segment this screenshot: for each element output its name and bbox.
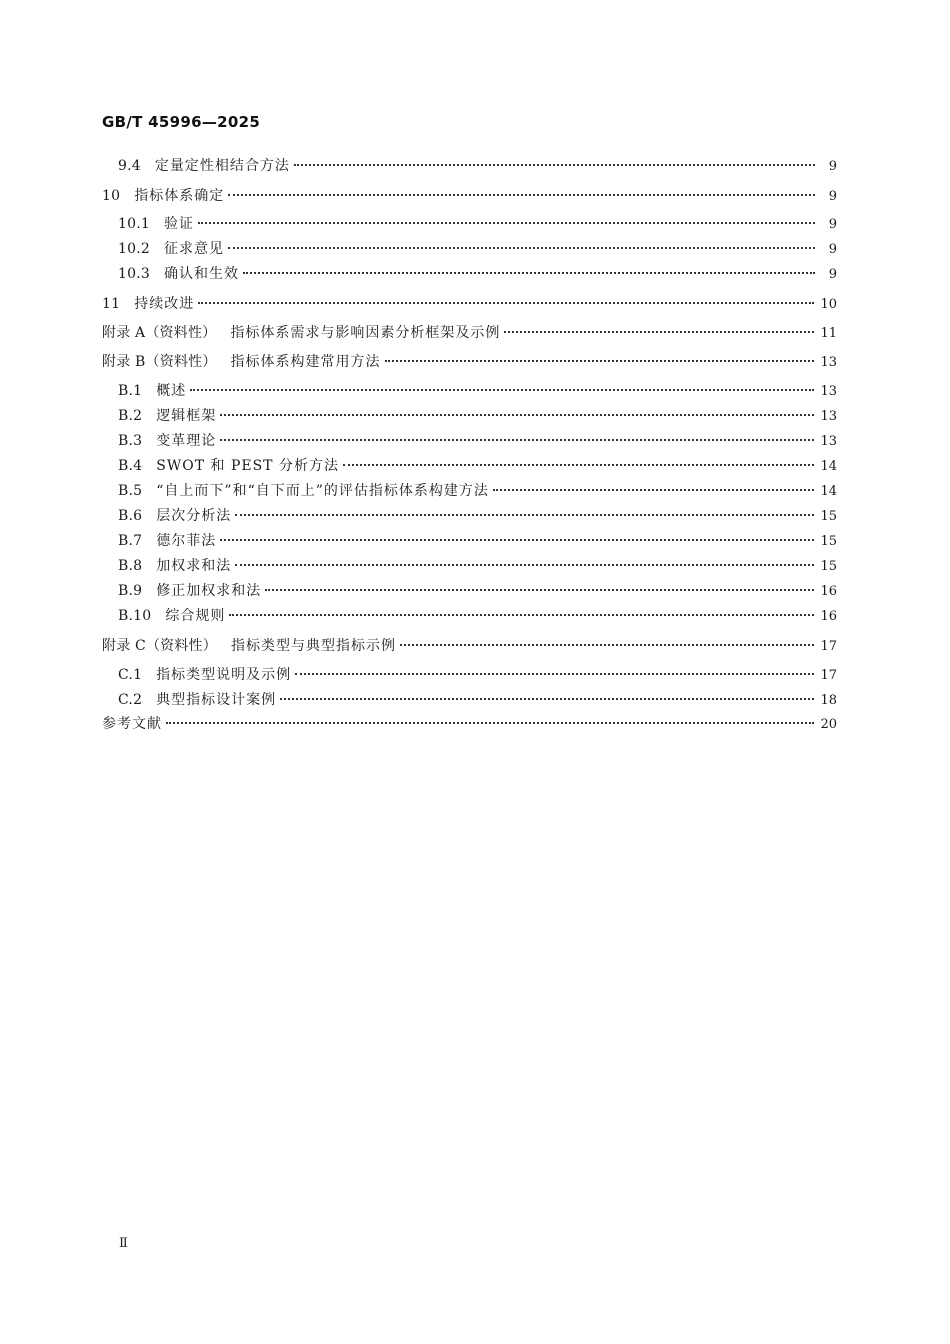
toc-entry-number: B.1: [118, 383, 143, 399]
toc-leader-dots: [265, 588, 814, 591]
toc-entry-title: 变革理论: [156, 433, 217, 449]
toc-entry-page: 9: [828, 189, 837, 204]
toc-entry-number: B.9: [118, 583, 143, 599]
toc-entry-title: 德尔菲法: [156, 533, 217, 549]
toc-entry-number: 附录 B（资料性）: [102, 354, 217, 370]
toc-entry-title: 逻辑框架: [156, 408, 217, 424]
toc-entry-number: C.1: [118, 667, 143, 683]
toc-leader-dots: [343, 463, 814, 466]
toc-entry[interactable]: [102, 480, 837, 502]
toc-leader-dots: [198, 221, 815, 224]
toc-entry-title: 概述: [156, 383, 187, 399]
toc-entry-page: 9: [828, 242, 837, 257]
toc-leader-dots: [295, 672, 814, 675]
page-number: Ⅱ: [119, 1236, 128, 1251]
toc-entry-title: 持续改进: [134, 296, 195, 312]
toc-entry-number: 11: [102, 296, 121, 312]
toc-entry-page: 15: [820, 509, 837, 524]
toc-leader-dots: [228, 246, 815, 249]
toc-leader-dots: [294, 163, 815, 166]
toc-leader-dots: [385, 359, 815, 362]
standard-code: GB/T 45996—2025: [102, 113, 261, 131]
toc-leader-dots: [493, 488, 815, 491]
toc-entry-number: 9.4: [118, 158, 141, 174]
toc-entry[interactable]: [102, 351, 837, 373]
toc-entry-title: 确认和生效: [163, 266, 239, 282]
toc-entry-page: 9: [828, 159, 837, 174]
toc-leader-dots: [220, 413, 814, 416]
toc-entry-number: 10.1: [118, 216, 150, 232]
toc-entry-number: 附录 A（资料性）: [102, 325, 217, 341]
toc-entry[interactable]: [102, 689, 837, 711]
toc-entry-number: B.7: [118, 533, 143, 549]
toc-entry-page: 18: [820, 693, 837, 708]
toc-leader-dots: [235, 563, 814, 566]
toc-entry[interactable]: [102, 664, 837, 686]
toc-entry-title: “自上而下”和“自下而上”的评估指标体系构建方法: [156, 483, 489, 499]
toc-entry-number: B.10: [118, 608, 152, 624]
toc-entry-page: 20: [820, 717, 837, 732]
toc-entry[interactable]: [102, 605, 837, 627]
toc-entry-number: C.2: [118, 692, 143, 708]
toc-entry-title: 层次分析法: [156, 508, 232, 524]
toc-entry-title: 参考文献: [102, 716, 162, 732]
toc-entry[interactable]: [102, 530, 837, 552]
toc-entry-title: 指标类型说明及示例: [156, 667, 292, 683]
toc-entry-page: 9: [828, 217, 837, 232]
toc-entry-page: 14: [820, 459, 837, 474]
toc-leader-dots: [235, 513, 814, 516]
toc-entry-page: 15: [820, 534, 837, 549]
toc-entry-page: 14: [820, 484, 837, 499]
toc-entry-page: 10: [820, 297, 837, 312]
toc-entry-page: 11: [820, 326, 837, 341]
toc-entry-title: 指标类型与典型指标示例: [230, 638, 396, 654]
toc-leader-dots: [220, 538, 814, 541]
toc-leader-dots: [190, 388, 814, 391]
toc-entry[interactable]: [102, 505, 837, 527]
toc-entry[interactable]: [102, 635, 837, 657]
toc-entry-page: 17: [820, 668, 837, 683]
toc-entry-title: 验证: [163, 216, 194, 232]
toc-entry-number: B.4: [118, 458, 143, 474]
toc-entry-title: SWOT 和 PEST 分析方法: [156, 458, 339, 474]
toc-entry-page: 13: [820, 434, 837, 449]
toc-entry[interactable]: [102, 322, 837, 344]
toc-entry[interactable]: [102, 405, 837, 427]
toc-entry-page: 13: [820, 409, 837, 424]
toc-entry[interactable]: [102, 293, 837, 315]
toc-entry[interactable]: [102, 555, 837, 577]
toc-entry[interactable]: [102, 263, 837, 285]
toc-entry-page: 13: [820, 355, 837, 370]
toc-leader-dots: [229, 613, 814, 616]
toc-entry-page: 16: [820, 609, 837, 624]
toc-entry-page: 16: [820, 584, 837, 599]
toc-entry[interactable]: [102, 713, 837, 735]
toc-entry-title: 修正加权求和法: [156, 583, 262, 599]
toc-entry[interactable]: [102, 185, 837, 207]
toc-leader-dots: [228, 193, 815, 196]
toc-entry[interactable]: [102, 430, 837, 452]
toc-leader-dots: [504, 330, 814, 333]
toc-entry-number: 10.2: [118, 241, 150, 257]
toc-entry-title: 定量定性相结合方法: [154, 158, 290, 174]
toc-entry-number: 附录 C（资料性）: [102, 638, 217, 654]
toc-entry-title: 征求意见: [163, 241, 224, 257]
toc-leader-dots: [220, 438, 814, 441]
toc-entry-number: 10: [102, 188, 121, 204]
toc-leader-dots: [243, 271, 815, 274]
toc-entry[interactable]: [102, 213, 837, 235]
toc-entry-page: 13: [820, 384, 837, 399]
toc-leader-dots: [198, 301, 814, 304]
toc-entry-number: B.2: [118, 408, 143, 424]
toc-entry[interactable]: [102, 238, 837, 260]
toc-leader-dots: [166, 721, 814, 724]
toc-entry-page: 15: [820, 559, 837, 574]
toc-entry[interactable]: [102, 580, 837, 602]
toc-entry[interactable]: [102, 155, 837, 177]
toc-entry-title: 加权求和法: [156, 558, 232, 574]
toc-entry-title: 典型指标设计案例: [156, 692, 277, 708]
toc-entry-title: 综合规则: [165, 608, 226, 624]
toc-entry[interactable]: [102, 455, 837, 477]
toc-leader-dots: [400, 643, 814, 646]
toc-entry-page: 9: [828, 267, 837, 282]
toc-entry-number: B.3: [118, 433, 143, 449]
toc-entry[interactable]: [102, 380, 837, 402]
toc-entry-title: 指标体系需求与影响因素分析框架及示例: [230, 325, 501, 341]
toc-entry-number: B.6: [118, 508, 143, 524]
toc-entry-title: 指标体系确定: [134, 188, 225, 204]
toc-entry-page: 17: [820, 639, 837, 654]
toc-entry-title: 指标体系构建常用方法: [230, 354, 381, 370]
toc-entry-number: B.5: [118, 483, 143, 499]
toc-entry-number: 10.3: [118, 266, 150, 282]
toc-entry-number: B.8: [118, 558, 143, 574]
toc-leader-dots: [280, 697, 814, 700]
